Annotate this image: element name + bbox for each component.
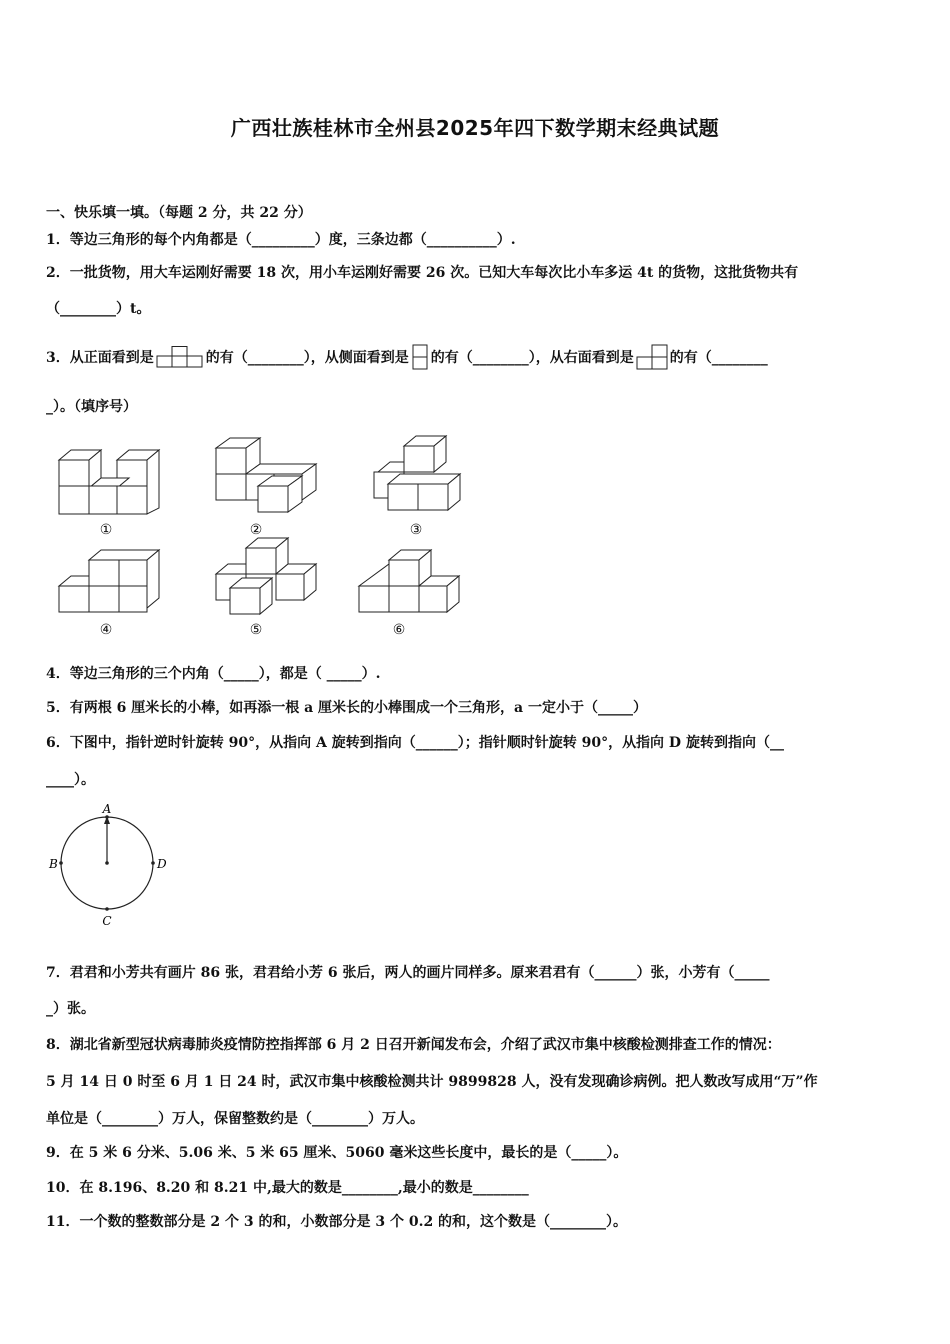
question-8-line-1: 8．湖北省新型冠状病毒肺炎疫情防控指挥部 6 月 2 日召开新闻发布会，介绍了武汉市集中核酸检测排查工作的情况： (46, 1037, 781, 1053)
figure-label-3: ③ (409, 522, 423, 538)
cube-figure-5 (212, 534, 322, 618)
clock-dial-figure (44, 802, 174, 930)
figure-label-1: ① (99, 522, 113, 538)
question-9: 9．在 5 米 6 分米、5.06 米、5 米 65 厘米、5060 毫米这些长度中，最长的是（_____）。 (46, 1145, 628, 1161)
question-1: 1．等边三角形的每个内角都是（_________）度，三条边都（__________）. (46, 232, 516, 248)
question-7-line-1: 7．君君和小芳共有画片 86 张，君君给小芳 6 张后，两人的画片同样多。原来君君有（______）张，小芳有（_____ (46, 965, 770, 981)
front-view-icon (156, 346, 204, 368)
q3-part-3: 的有（________），从右面看到是 (430, 350, 634, 366)
clock-label-d: D (157, 857, 167, 871)
question-8-line-3: 单位是（________）万人，保留整数约是（________）万人。 (46, 1111, 424, 1127)
cube-figure-1 (55, 446, 165, 518)
question-10: 10．在 8.196、8.20 和 8.21 中,最大的数是________,最小的数是________ (46, 1180, 529, 1196)
figure-label-2: ② (249, 522, 263, 538)
question-6-line-1: 6．下图中，指针逆时针旋转 90°，从指向 A 旋转到指向（______）；指针顺时针旋转 90°，从指向 D 旋转到指向（__ (46, 735, 784, 751)
q3-part-2: 的有（________），从侧面看到是 (205, 350, 409, 366)
question-5: 5．有两根 6 厘米长的小棒，如再添一根 a 厘米长的小棒围成一个三角形，a 一定小于（_____） (46, 700, 647, 716)
question-2-line-1: 2．一批货物，用大车运刚好需要 18 次，用小车运刚好需要 26 次。已知大车每次比小车多运 4t 的货物，这批货物共有 (46, 265, 799, 281)
question-7-line-2: _）张。 (46, 1001, 95, 1017)
side-view-icon (411, 344, 429, 370)
cube-figure-6 (355, 546, 465, 618)
cube-figure-3 (370, 434, 470, 516)
clock-label-b: B (49, 857, 58, 871)
right-view-icon (636, 344, 668, 370)
section-heading: 一、快乐填一填。（每题 2 分，共 22 分） (46, 205, 312, 221)
question-4: 4．等边三角形的三个内角（_____），都是（ _____）. (46, 666, 381, 682)
cube-figure-2 (212, 434, 322, 516)
page-title: 广西壮族桂林市全州县2025年四下数学期末经典试题 (230, 116, 720, 140)
figure-label-5: ⑤ (249, 622, 263, 638)
figure-label-6: ⑥ (392, 622, 406, 638)
cube-figure-4 (55, 546, 165, 618)
figure-label-4: ④ (99, 622, 113, 638)
question-11: 11．一个数的整数部分是 2 个 3 的和，小数部分是 3 个 0.2 的和，这个数是（________）。 (46, 1214, 628, 1230)
clock-label-c: C (102, 914, 112, 928)
question-2-line-2: （________）t。 (46, 301, 151, 317)
clock-label-a: A (102, 802, 112, 816)
question-3 (46, 344, 768, 370)
q3-part-4: 的有（________ (669, 350, 768, 366)
question-6-line-2: ____）。 (46, 772, 95, 788)
q3-part-1: 3．从正面看到是 (46, 350, 154, 366)
question-8-line-2: 5 月 14 日 0 时至 6 月 1 日 24 时，武汉市集中核酸检测共计 9899828 人，没有发现确诊病例。把人数改写成用“万”作 (46, 1074, 818, 1090)
question-3-continued: _）。（填序号） (46, 399, 137, 415)
